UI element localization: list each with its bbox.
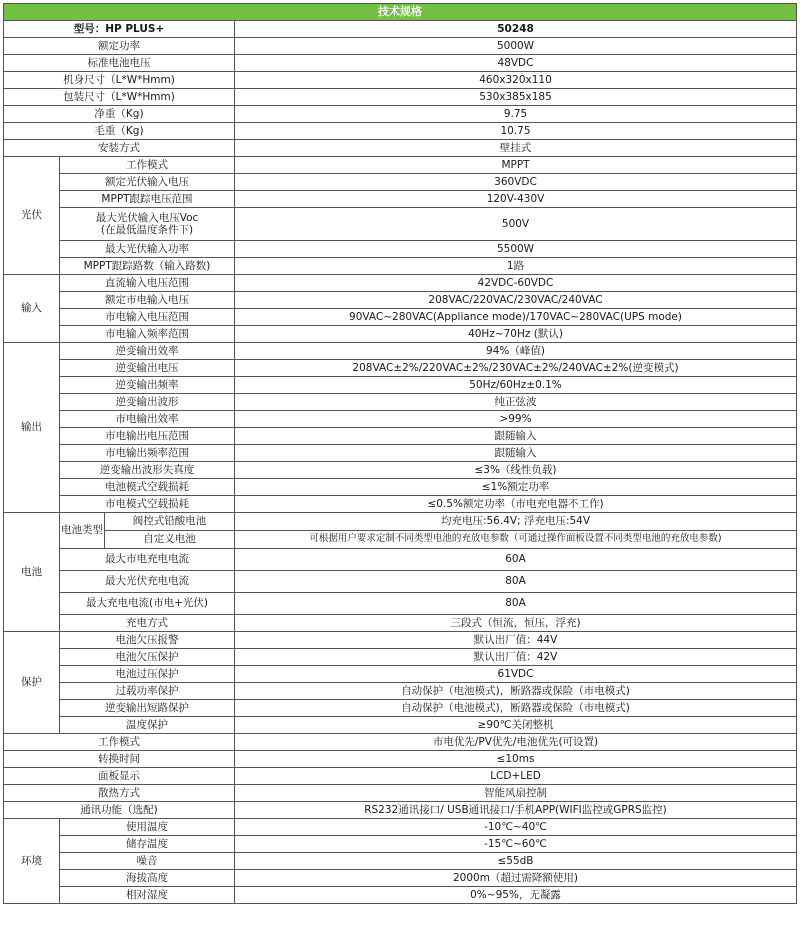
environment-row: [4, 819, 797, 836]
spec-label: [60, 428, 235, 445]
spec-value: 2000m（超过需降额使用): [235, 870, 797, 887]
spec-value: 10.75: [235, 123, 797, 140]
spec-label-line: 过载功率保护: [115, 684, 179, 697]
spec-value: 0%~95%，无凝露: [235, 887, 797, 904]
pv-group-label: 光伏: [4, 157, 60, 275]
pv-row: [4, 241, 797, 258]
spec-label: [60, 241, 235, 258]
spec-label-line: 工作模式: [126, 158, 168, 171]
spec-value: 360VDC: [235, 174, 797, 191]
spec-label-line: 逆变输出频率: [115, 378, 179, 391]
misc-row: [4, 802, 797, 819]
spec-label: [60, 157, 235, 174]
spec-label: [60, 870, 235, 887]
pv-row: [4, 191, 797, 208]
spec-label: [60, 360, 235, 377]
input-row: [4, 275, 797, 292]
title-row: [4, 4, 797, 21]
spec-label: [60, 479, 235, 496]
misc-row: [4, 785, 797, 802]
spec-row: [4, 89, 797, 106]
protection-row: [4, 649, 797, 666]
spec-label: [60, 343, 235, 360]
spec-label-line: 市电输出频率范围: [105, 446, 189, 459]
spec-label-line: 海拔高度: [126, 871, 168, 884]
spec-row: [4, 140, 797, 157]
misc-row: [4, 768, 797, 785]
input-row: [4, 292, 797, 309]
protection-row: [4, 700, 797, 717]
spec-value: 默认出厂值：44V: [235, 632, 797, 649]
spec-value: 默认出厂值：42V: [235, 649, 797, 666]
spec-label: 转换时间: [4, 751, 235, 768]
model-value: 50248: [235, 21, 797, 38]
spec-label-line: 温度保护: [126, 718, 168, 731]
spec-label: [60, 411, 235, 428]
model-row: [4, 21, 797, 38]
protection-row: [4, 666, 797, 683]
model-label: 型号：HP PLUS+: [4, 21, 235, 38]
spec-label-line: 电池欠压报警: [115, 633, 179, 646]
spec-label: 额定功率: [4, 38, 235, 55]
battery-row: [4, 615, 797, 632]
spec-label: 面板显示: [4, 768, 235, 785]
spec-label-line: 最大光伏输入功率: [105, 242, 189, 255]
battery-type-item: 阀控式铅酸电池: [105, 513, 234, 531]
spec-label: [60, 666, 235, 683]
spec-label: [60, 887, 235, 904]
output-row: [4, 496, 797, 513]
output-row: [4, 445, 797, 462]
spec-label-line: 相对湿度: [126, 888, 168, 901]
spec-label-line: (在最低温度条件下): [100, 224, 194, 236]
spec-label-line: 逆变输出波形失真度: [99, 463, 195, 476]
protection-group-label: 保护: [4, 632, 60, 734]
pv-row: [4, 208, 797, 241]
spec-value: 80A: [235, 571, 797, 593]
table-title: 技术规格: [4, 4, 797, 21]
spec-label: [60, 258, 235, 275]
spec-label-line: 市电输出电压范围: [105, 429, 189, 442]
spec-value: 5500W: [235, 241, 797, 258]
protection-row: [4, 717, 797, 734]
battery-row: [4, 571, 797, 593]
spec-value: 自动保护（电池模式)，断路器或保险（市电模式): [235, 700, 797, 717]
battery-type-split: [60, 513, 234, 548]
spec-value: 智能风扇控制: [235, 785, 797, 802]
spec-value: 均充电压:56.4V; 浮充电压:54V: [235, 513, 797, 531]
spec-label-line: MPPT跟踪路数（输入路数): [83, 259, 211, 272]
spec-label-line: 额定光伏输入电压: [105, 175, 189, 188]
spec-label: [60, 174, 235, 191]
spec-value: 94%（峰值): [235, 343, 797, 360]
spec-row: [4, 72, 797, 89]
spec-label-line: 逆变输出效率: [115, 344, 179, 357]
spec-value: 500V: [235, 208, 797, 241]
spec-label-line: 使用温度: [126, 820, 168, 833]
environment-row: [4, 853, 797, 870]
spec-label: 安装方式: [4, 140, 235, 157]
spec-value: 壁挂式: [235, 140, 797, 157]
spec-value: RS232通讯接口/ USB通讯接口/手机APP(WIFI监控或GPRS监控): [235, 802, 797, 819]
spec-label-line: 逆变输出波形: [115, 395, 179, 408]
output-row: [4, 377, 797, 394]
spec-row: [4, 106, 797, 123]
spec-label-line: 逆变输出短路保护: [105, 701, 189, 714]
spec-value: 40Hz~70Hz (默认): [235, 326, 797, 343]
spec-value: -15℃~60℃: [235, 836, 797, 853]
spec-label-line: 逆变输出电压: [115, 361, 179, 374]
input-group-label: 输入: [4, 275, 60, 343]
spec-row: [4, 38, 797, 55]
spec-value: 可根据用户要求定制不同类型电池的充放电参数（可通过操作面板设置不同类型电池的充放电参数): [235, 531, 797, 549]
battery-type-list: [105, 513, 234, 548]
pv-row: [4, 174, 797, 191]
spec-label: [60, 394, 235, 411]
spec-label: 包装尺寸（L*W*Hmm): [4, 89, 235, 106]
spec-label: 最大光伏充电电流: [60, 571, 235, 593]
spec-label: [60, 700, 235, 717]
spec-label-line: 最大光伏输入电压Voc: [95, 211, 199, 224]
environment-row: [4, 887, 797, 904]
battery-type-row: [4, 513, 797, 531]
spec-label-line: 市电输入电压范围: [105, 310, 189, 323]
spec-value: ≤0.5%额定功率（市电充电器不工作): [235, 496, 797, 513]
spec-label: [60, 649, 235, 666]
pv-row: [4, 157, 797, 174]
spec-value: 120V-430V: [235, 191, 797, 208]
pv-row: [4, 258, 797, 275]
spec-label: [60, 632, 235, 649]
spec-label: [60, 191, 235, 208]
spec-label: [60, 836, 235, 853]
spec-label: 最大充电电流(市电+光伏): [60, 593, 235, 615]
spec-label: [60, 208, 235, 241]
spec-value: 208VAC±2%/220VAC±2%/230VAC±2%/240VAC±2%(逆变模式): [235, 360, 797, 377]
spec-label-line: 额定市电输入电压: [105, 293, 189, 306]
output-group-label: 输出: [4, 343, 60, 513]
spec-value: ≤55dB: [235, 853, 797, 870]
misc-row: [4, 751, 797, 768]
spec-label: [60, 462, 235, 479]
battery-group-label: 电池: [4, 513, 60, 632]
spec-value: LCD+LED: [235, 768, 797, 785]
spec-value: MPPT: [235, 157, 797, 174]
spec-label: 最大市电充电电流: [60, 549, 235, 571]
spec-label: [60, 326, 235, 343]
environment-row: [4, 836, 797, 853]
input-row: [4, 309, 797, 326]
spec-label: [60, 292, 235, 309]
spec-label-line: MPPT跟踪电压范围: [101, 192, 193, 205]
spec-label: 净重（Kg): [4, 106, 235, 123]
spec-row: [4, 55, 797, 72]
spec-label: [60, 275, 235, 292]
spec-table-body: [4, 4, 797, 904]
spec-label: [60, 717, 235, 734]
output-row: [4, 479, 797, 496]
spec-value: ≤3%（线性负载): [235, 462, 797, 479]
spec-value: ≥90℃关闭整机: [235, 717, 797, 734]
spec-label: 机身尺寸（L*W*Hmm): [4, 72, 235, 89]
spec-value: 530x385x185: [235, 89, 797, 106]
spec-label: [60, 496, 235, 513]
output-row: [4, 411, 797, 428]
battery-row: [4, 549, 797, 571]
spec-label: 毛重（Kg): [4, 123, 235, 140]
spec-value: 市电优先/PV优先/电池优先(可设置): [235, 734, 797, 751]
battery-subgroup-label: 电池类型: [60, 513, 105, 548]
spec-label: [60, 309, 235, 326]
environment-row: [4, 870, 797, 887]
spec-value: 80A: [235, 593, 797, 615]
spec-label-line: 市电输出效率: [115, 412, 179, 425]
battery-type-item: 自定义电池: [143, 533, 196, 546]
spec-value: 90VAC~280VAC(Appliance mode)/170VAC~280VAC(UPS mode): [235, 309, 797, 326]
spec-value: >99%: [235, 411, 797, 428]
spec-label: [60, 819, 235, 836]
environment-group-label: 环境: [4, 819, 60, 904]
spec-value: 三段式（恒流，恒压，浮充): [235, 615, 797, 632]
spec-label: 充电方式: [60, 615, 235, 632]
spec-value: 61VDC: [235, 666, 797, 683]
spec-label: [60, 445, 235, 462]
spec-value: 跟随输入: [235, 428, 797, 445]
spec-label: [60, 377, 235, 394]
spec-value: 48VDC: [235, 55, 797, 72]
spec-label: [60, 683, 235, 700]
spec-label-line: 电池欠压保护: [115, 650, 179, 663]
spec-value: 460x320x110: [235, 72, 797, 89]
battery-row: [4, 593, 797, 615]
spec-value: 9.75: [235, 106, 797, 123]
output-row: [4, 428, 797, 445]
spec-label: 通讯功能（选配): [4, 802, 235, 819]
spec-label-line: 储存温度: [126, 837, 168, 850]
spec-value: ≤10ms: [235, 751, 797, 768]
output-row: [4, 394, 797, 411]
spec-value: 自动保护（电池模式)，断路器或保险（市电模式): [235, 683, 797, 700]
spec-value: ≤1%额定功率: [235, 479, 797, 496]
spec-label-line: 直流输入电压范围: [105, 276, 189, 289]
output-row: [4, 343, 797, 360]
spec-value: -10℃~40℃: [235, 819, 797, 836]
spec-label-line: 市电模式空载损耗: [105, 497, 189, 510]
misc-row: [4, 734, 797, 751]
spec-value: 50Hz/60Hz±0.1%: [235, 377, 797, 394]
spec-label-line: 电池模式空载损耗: [105, 480, 189, 493]
protection-row: [4, 683, 797, 700]
spec-value: 5000W: [235, 38, 797, 55]
spec-label: [60, 853, 235, 870]
spec-label-line: 市电输入频率范围: [105, 327, 189, 340]
spec-label-line: 电池过压保护: [115, 667, 179, 680]
spec-label: 标准电池电压: [4, 55, 235, 72]
spec-value: 42VDC-60VDC: [235, 275, 797, 292]
battery-type-cell: [60, 513, 235, 549]
spec-row: [4, 123, 797, 140]
spec-value: 208VAC/220VAC/230VAC/240VAC: [235, 292, 797, 309]
spec-label: 工作模式: [4, 734, 235, 751]
output-row: [4, 360, 797, 377]
spec-value: 1路: [235, 258, 797, 275]
input-row: [4, 326, 797, 343]
spec-table: [3, 3, 797, 904]
spec-value: 跟随输入: [235, 445, 797, 462]
spec-value: 60A: [235, 549, 797, 571]
spec-label-line: 噪音: [136, 854, 158, 867]
spec-value: 纯正弦波: [235, 394, 797, 411]
output-row: [4, 462, 797, 479]
protection-row: [4, 632, 797, 649]
spec-label: 散热方式: [4, 785, 235, 802]
